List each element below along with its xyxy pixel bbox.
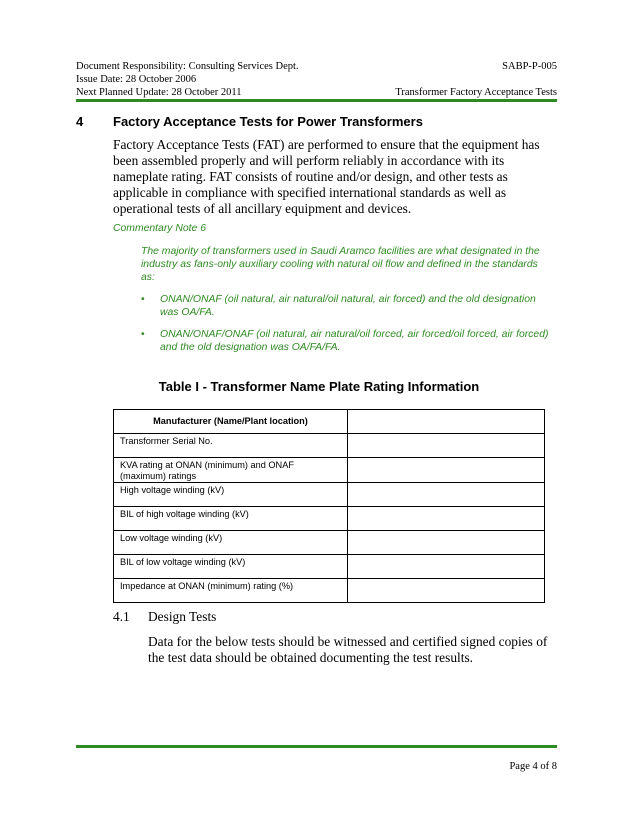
table-label-cell: KVA rating at ONAN (minimum) and ONAF (maximum) ratings	[114, 458, 348, 483]
bullet-text: ONAN/ONAF/ONAF (oil natural, air natural/oil forced, air forced/oil forced, air forced) and the old designation was OA/FA/FA.	[160, 329, 549, 353]
bullet-text: ONAN/ONAF (oil natural, air natural/oil natural, air forced) and the old designation was OA/FA.	[160, 294, 536, 318]
subsection-title: Design Tests	[148, 609, 217, 624]
table-value-cell	[348, 434, 545, 458]
section-number: 4	[76, 114, 84, 129]
table-header-cell: Manufacturer (Name/Plant location)	[114, 410, 348, 434]
table-label-cell: Transformer Serial No.	[114, 434, 348, 458]
header-issue-date: Issue Date: 28 October 2006	[76, 74, 197, 85]
bullet-symbol: •	[141, 329, 145, 340]
section-title: Factory Acceptance Tests for Power Transformers	[113, 114, 423, 129]
table-value-cell	[348, 555, 545, 579]
table-value-cell	[348, 410, 545, 434]
table-row	[114, 507, 545, 531]
table-row	[114, 458, 545, 483]
commentary-paragraph: The majority of transformers used in Saudi Aramco facilities are what designated in the industry as fans-only auxiliary cooling with natural oil flow and defined in the standards as:	[141, 246, 540, 283]
page-number: Page 4 of 8	[509, 761, 557, 772]
bullet-symbol: •	[141, 294, 145, 305]
table-label-cell: Low voltage winding (kV)	[114, 531, 348, 555]
table-row	[114, 531, 545, 555]
table-value-cell	[348, 507, 545, 531]
commentary-title: Commentary Note 6	[113, 223, 206, 234]
table-title: Table I - Transformer Name Plate Rating Information	[158, 379, 480, 394]
table-row	[114, 555, 545, 579]
table-value-cell	[348, 579, 545, 603]
page-header	[76, 60, 557, 99]
header-next-update: Next Planned Update: 28 October 2011	[76, 87, 242, 98]
table-row	[114, 579, 545, 603]
header-doc-id: SABP-P-005	[502, 61, 557, 72]
table-header-row	[114, 410, 545, 434]
header-responsibility: Document Responsibility: Consulting Services Dept.	[76, 61, 299, 72]
header-rule	[76, 99, 557, 102]
table-value-cell	[348, 458, 545, 483]
header-doc-title: Transformer Factory Acceptance Tests	[395, 87, 557, 98]
subsection-paragraph: Data for the below tests should be witnessed and certified signed copies of the test data should be obtained documenting the test results.	[148, 634, 548, 665]
table-row	[114, 483, 545, 507]
table-label-cell: BIL of high voltage winding (kV)	[114, 507, 348, 531]
commentary-bullet	[141, 293, 551, 319]
nameplate-table	[113, 409, 545, 603]
table-label-cell: BIL of low voltage winding (kV)	[114, 555, 348, 579]
table-value-cell	[348, 531, 545, 555]
table-label-cell: Impedance at ONAN (minimum) rating (%)	[114, 579, 348, 603]
table-label-cell: High voltage winding (kV)	[114, 483, 348, 507]
commentary-bullet	[141, 328, 551, 354]
subsection-number: 4.1	[113, 609, 130, 624]
table-row	[114, 434, 545, 458]
footer-rule	[76, 745, 557, 748]
section-paragraph: Factory Acceptance Tests (FAT) are performed to ensure that the equipment has been assembled properly and will perform reliably in accordance with its nameplate rating. FAT consists of routine and/or design, and other tests as applicable in compliance with specified international standards as well as operational tests of all ancillary equipment and devices.	[113, 137, 540, 216]
table-value-cell	[348, 483, 545, 507]
